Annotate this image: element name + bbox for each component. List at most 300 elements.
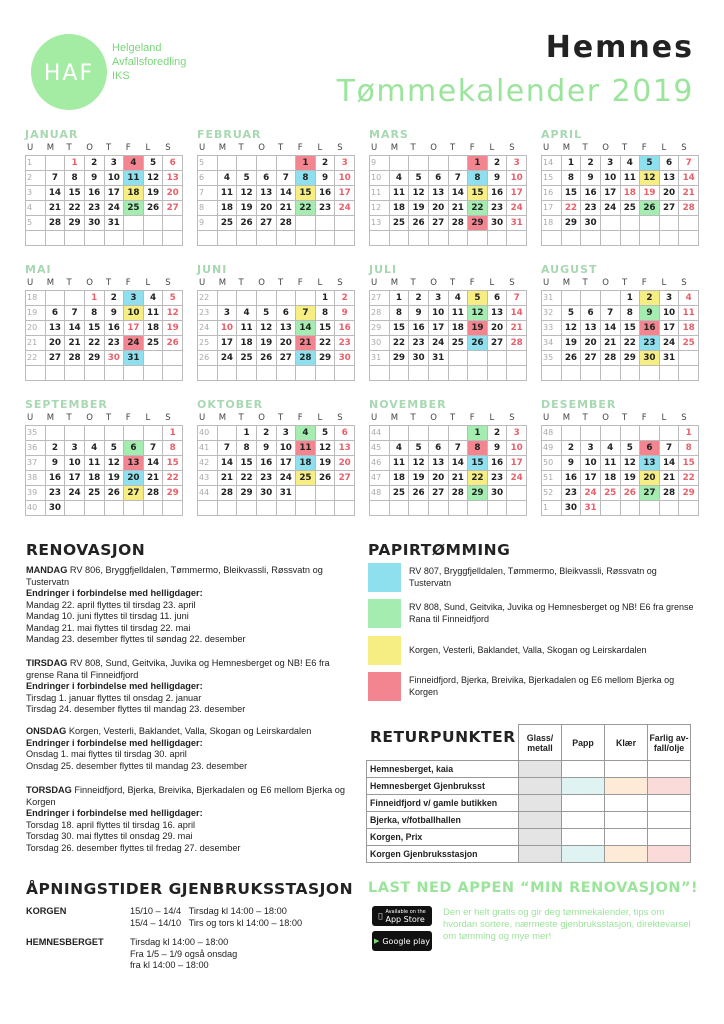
week-number: 5 [198, 156, 218, 171]
day-cell: 4 [390, 171, 410, 186]
day-cell: 15 [390, 321, 410, 336]
day-cell: 9 [335, 306, 355, 321]
week-number: 2 [26, 171, 46, 186]
week-row [26, 486, 183, 501]
empty-cell [390, 366, 410, 381]
day-cell [316, 216, 336, 231]
route-line [26, 726, 356, 738]
empty-cell [335, 501, 355, 516]
day-cell: 1 [237, 426, 257, 441]
day-cell: 24 [507, 471, 527, 486]
day-cell: 8 [163, 441, 183, 456]
day-cell [449, 426, 469, 441]
weekday-label: O [86, 143, 94, 153]
weekday-label: L [317, 278, 323, 288]
week-row [26, 216, 183, 231]
week-row [542, 321, 699, 336]
day-cell: 7 [601, 306, 621, 321]
day-cell [65, 426, 85, 441]
weekday-label: U [543, 413, 550, 423]
weekday-label: F [469, 143, 476, 153]
change-line: Mandag 21. mai flyttes til tirsdag 22. mai [26, 622, 191, 633]
weekday-label: S [165, 413, 172, 423]
day-cell: 14 [601, 321, 621, 336]
day-cell [601, 426, 621, 441]
day-cell [679, 351, 699, 366]
weekday-label: T [278, 413, 284, 423]
empty-cell [488, 231, 508, 246]
weekday-label: O [430, 278, 438, 288]
day-cell: 19 [409, 471, 429, 486]
day-cell [679, 501, 699, 516]
day-cell: 16 [335, 321, 355, 336]
week-number: 45 [370, 441, 390, 456]
day-cell [640, 426, 660, 441]
day-cell: 25 [218, 216, 238, 231]
week-row [542, 171, 699, 186]
change-line: Mandag 10. juni flyttes til tirsdag 11. juni [26, 611, 189, 621]
week-row [198, 426, 355, 441]
month-grid [25, 425, 183, 516]
day-cell: 16 [488, 186, 508, 201]
day-cell: 10 [507, 171, 527, 186]
day-cell: 30 [409, 351, 429, 366]
month-grid [369, 155, 527, 246]
weekday-header [197, 276, 355, 290]
empty-cell [542, 231, 562, 246]
weekday-label: O [430, 413, 438, 423]
day-cell: 1 [468, 156, 488, 171]
day-cell [601, 501, 621, 516]
month-name: JUNI [197, 263, 228, 276]
day-cell: 13 [163, 171, 183, 186]
day-cell [390, 156, 410, 171]
week-number: 40 [198, 426, 218, 441]
day-cell [562, 291, 582, 306]
day-cell: 7 [46, 171, 66, 186]
day-cell: 23 [581, 201, 601, 216]
day-cell: 17 [581, 471, 601, 486]
empty-cell [296, 501, 316, 516]
day-cell: 12 [640, 171, 660, 186]
change-line: Mandag 22. april flyttes til tirsdag 23. april [26, 599, 196, 610]
week-number: 41 [198, 441, 218, 456]
day-cell: 24 [601, 201, 621, 216]
changes-heading: Endringer i forbindelse med helligdager: [26, 808, 203, 818]
app-store-badge[interactable] [372, 906, 432, 926]
day-cell: 21 [507, 321, 527, 336]
day-cell: 18 [296, 456, 316, 471]
week-row [26, 441, 183, 456]
day-cell: 29 [316, 351, 336, 366]
empty-cell [218, 231, 238, 246]
week-number: 9 [370, 156, 390, 171]
hours-line: Fra 1/5 – 1/9 også onsdag [130, 948, 238, 959]
day-cell: 21 [144, 471, 164, 486]
day-cell: 20 [257, 201, 277, 216]
week-row [26, 366, 183, 381]
day-cell: 28 [507, 336, 527, 351]
month-grid [25, 155, 183, 246]
day-cell: 1 [65, 156, 85, 171]
day-cell: 25 [237, 351, 257, 366]
day-cell [163, 501, 183, 516]
week-row [198, 366, 355, 381]
week-row [370, 366, 527, 381]
papir-text: RV 807, Bryggfjelldalen, Tømmermo, Bleikvassli, Røssvatn og Tustervatn [409, 566, 657, 588]
column-header: Papp [562, 725, 605, 761]
month-name: SEPTEMBER [25, 398, 108, 411]
empty-cell [46, 231, 66, 246]
logo [31, 34, 107, 110]
week-row [198, 291, 355, 306]
day-cell: 18 [237, 336, 257, 351]
day-cell: 29 [390, 351, 410, 366]
weekday-label: M [390, 143, 399, 153]
empty-cell [488, 501, 508, 516]
day-cell: 2 [46, 441, 66, 456]
week-row [542, 471, 699, 486]
logo-line: Avfallsforedling [112, 56, 187, 68]
day-cell [237, 156, 257, 171]
day-cell: 11 [679, 306, 699, 321]
day-cell: 20 [335, 456, 355, 471]
day-cell: 14 [679, 171, 699, 186]
weekday-label: S [681, 413, 688, 423]
day-cell [277, 156, 297, 171]
empty-cell [562, 231, 582, 246]
table-cell [519, 829, 562, 846]
day-cell: 16 [316, 186, 336, 201]
week-row [26, 231, 183, 246]
day-cell: 12 [468, 306, 488, 321]
day-cell: 25 [601, 486, 621, 501]
day-cell: 28 [144, 486, 164, 501]
day-cell: 21 [660, 471, 680, 486]
change-line: Onsdag 25. desember flyttes til mandag 23. desember [26, 760, 248, 771]
day-cell: 21 [449, 471, 469, 486]
weekday-label: T [106, 278, 112, 288]
day-cell: 14 [218, 456, 238, 471]
day-cell: 21 [46, 201, 66, 216]
day-cell: 9 [488, 171, 508, 186]
table-cell [562, 795, 605, 812]
day-cell: 5 [409, 171, 429, 186]
day-cell: 28 [679, 201, 699, 216]
day-cell: 10 [218, 321, 238, 336]
day-cell: 24 [507, 201, 527, 216]
day-cell [65, 291, 85, 306]
day-cell: 11 [390, 186, 410, 201]
weekday-label: M [562, 413, 571, 423]
day-cell: 22 [85, 336, 105, 351]
day-cell: 4 [144, 291, 164, 306]
papir-item [368, 599, 698, 628]
badge-small-text: Available on the [383, 909, 424, 915]
table-cell [519, 795, 562, 812]
weekday-label: T [450, 143, 456, 153]
day-cell [124, 426, 144, 441]
day-cell: 12 [621, 456, 641, 471]
week-number: 35 [542, 351, 562, 366]
color-swatch [368, 563, 401, 592]
day-cell: 14 [144, 456, 164, 471]
week-number: 13 [370, 216, 390, 231]
day-cell: 29 [621, 351, 641, 366]
day-cell: 16 [488, 456, 508, 471]
empty-cell [370, 231, 390, 246]
day-cell [218, 426, 238, 441]
week-row [26, 291, 183, 306]
badge-text: Google play [382, 936, 431, 946]
day-cell: 10 [335, 171, 355, 186]
day-cell: 1 [679, 426, 699, 441]
empty-cell [679, 231, 699, 246]
week-row [198, 321, 355, 336]
table-row [367, 778, 691, 795]
day-cell: 15 [316, 321, 336, 336]
day-cell: 6 [581, 306, 601, 321]
weekday-label: M [218, 413, 227, 423]
weekday-label: F [469, 413, 476, 423]
weekday-header [25, 411, 183, 425]
empty-cell [507, 231, 527, 246]
day-cell: 17 [601, 186, 621, 201]
apningstider-heading: ÅPNINGSTIDER GJENBRUKSSTASJON [26, 880, 354, 898]
week-row [198, 351, 355, 366]
day-cell: 27 [335, 471, 355, 486]
day-cell: 4 [449, 291, 469, 306]
day-cell: 29 [163, 486, 183, 501]
day-cell: 2 [562, 441, 582, 456]
month-name: OKTOBER [197, 398, 264, 411]
week-number: 20 [26, 321, 46, 336]
weekday-label: M [562, 143, 571, 153]
day-cell: 16 [581, 186, 601, 201]
month-september [25, 398, 183, 516]
day-cell [449, 351, 469, 366]
day-cell: 19 [257, 336, 277, 351]
day-cell: 30 [488, 486, 508, 501]
day-cell: 16 [562, 471, 582, 486]
day-cell [601, 291, 621, 306]
day-cell: 26 [316, 471, 336, 486]
day-cell [124, 216, 144, 231]
day-cell: 19 [640, 186, 660, 201]
day-cell: 24 [65, 486, 85, 501]
renovasjon-block [26, 726, 356, 772]
day-cell: 24 [124, 336, 144, 351]
day-cell [429, 426, 449, 441]
day-cell [46, 426, 66, 441]
table-cell [562, 829, 605, 846]
google-play-badge[interactable] [372, 931, 432, 951]
table-cell [648, 812, 691, 829]
weekday-label: S [509, 278, 516, 288]
day-cell [163, 351, 183, 366]
day-cell: 19 [316, 456, 336, 471]
day-cell: 17 [660, 321, 680, 336]
day-cell: 7 [144, 441, 164, 456]
weekday-label: L [661, 278, 667, 288]
month-name: APRIL [541, 128, 583, 141]
weekday-header [197, 411, 355, 425]
papir-item [368, 636, 698, 665]
week-row [370, 336, 527, 351]
day-cell: 27 [257, 216, 277, 231]
day-cell: 18 [679, 321, 699, 336]
day-cell: 30 [105, 351, 125, 366]
weekday-header [25, 141, 183, 155]
day-cell: 18 [390, 201, 410, 216]
day-cell: 3 [581, 441, 601, 456]
day-cell: 21 [277, 201, 297, 216]
day-cell: 13 [488, 306, 508, 321]
table-row [367, 812, 691, 829]
empty-cell [296, 366, 316, 381]
week-row [26, 171, 183, 186]
day-cell: 31 [124, 351, 144, 366]
week-number: 31 [370, 351, 390, 366]
empty-cell [468, 366, 488, 381]
day-cell: 19 [468, 321, 488, 336]
day-cell: 18 [621, 186, 641, 201]
week-number: 48 [542, 426, 562, 441]
day-cell: 22 [679, 471, 699, 486]
day-cell: 26 [237, 216, 257, 231]
week-row [26, 351, 183, 366]
day-cell: 14 [296, 321, 316, 336]
week-number: 1 [26, 156, 46, 171]
weekday-label: T [278, 278, 284, 288]
empty-cell [124, 366, 144, 381]
empty-cell [640, 366, 660, 381]
week-row [198, 486, 355, 501]
day-cell: 11 [124, 171, 144, 186]
day-cell: 23 [640, 336, 660, 351]
empty-cell [316, 501, 336, 516]
weekday-label: F [469, 278, 476, 288]
day-cell [390, 426, 410, 441]
day-cell [85, 501, 105, 516]
location-name: Korgen Gjenbruksstasjon [367, 846, 519, 863]
day-cell: 17 [218, 336, 238, 351]
day-cell: 9 [562, 456, 582, 471]
week-number: 11 [370, 186, 390, 201]
empty-cell [370, 501, 390, 516]
empty-cell [163, 366, 183, 381]
table-cell [605, 795, 648, 812]
day-cell: 20 [46, 336, 66, 351]
weekday-label: L [145, 413, 151, 423]
day-cell: 15 [296, 186, 316, 201]
day-cell: 13 [46, 321, 66, 336]
empty-cell [316, 366, 336, 381]
day-cell: 30 [581, 216, 601, 231]
day-cell: 21 [679, 186, 699, 201]
empty-cell [660, 231, 680, 246]
month-juli [369, 263, 527, 381]
day-cell: 21 [218, 471, 238, 486]
hours-line: fra kl 14:00 – 18:00 [130, 960, 209, 970]
day-cell [660, 216, 680, 231]
day-cell: 25 [144, 336, 164, 351]
day-cell: 6 [124, 441, 144, 456]
empty-cell [581, 231, 601, 246]
empty-cell [468, 501, 488, 516]
day-cell: 24 [218, 351, 238, 366]
day-cell: 16 [46, 471, 66, 486]
day-cell: 4 [296, 426, 316, 441]
weekday-label: O [430, 143, 438, 153]
day-cell: 7 [449, 441, 469, 456]
empty-cell [640, 231, 660, 246]
route-text: RV 808, Sund, Geitvika, Juvika og Hemnesberget og NB! E6 fra grense Rana til Finneidfjord [26, 658, 330, 680]
day-cell [237, 291, 257, 306]
weekday-label: O [86, 278, 94, 288]
day-cell: 3 [124, 291, 144, 306]
weekday-header [541, 141, 699, 155]
empty-cell [144, 366, 164, 381]
weekday-label: F [641, 143, 648, 153]
location-name: Hemnesberget, kaia [367, 761, 519, 778]
day-cell: 5 [621, 441, 641, 456]
week-number: 12 [370, 201, 390, 216]
week-number: 28 [370, 306, 390, 321]
week-row [198, 336, 355, 351]
week-number: 35 [26, 426, 46, 441]
table-header [367, 725, 691, 761]
day-cell: 7 [449, 171, 469, 186]
week-number: 44 [198, 486, 218, 501]
day-cell: 3 [218, 306, 238, 321]
month-name: FEBRUAR [197, 128, 262, 141]
day-cell: 18 [124, 186, 144, 201]
day-cell: 26 [562, 351, 582, 366]
empty-cell [144, 231, 164, 246]
month-juni [197, 263, 355, 381]
day-cell [85, 426, 105, 441]
day-cell: 15 [85, 321, 105, 336]
weekday-label: T [238, 143, 245, 153]
weekday-label: F [125, 278, 132, 288]
day-cell: 20 [429, 201, 449, 216]
day-cell: 8 [237, 441, 257, 456]
hours-line: 15/4 – 14/10 Tirs og tors kl 14:00 – 18:00 [130, 917, 303, 928]
day-cell: 30 [257, 486, 277, 501]
day-cell: 28 [449, 486, 469, 501]
empty-cell [198, 501, 218, 516]
day-cell [296, 291, 316, 306]
week-number: 27 [370, 291, 390, 306]
change-line: Tirsdag 24. desember flyttes til mandag 23. desember [26, 704, 246, 714]
day-cell: 5 [257, 306, 277, 321]
changes-heading: Endringer i forbindelse med helligdager: [26, 588, 203, 598]
day-cell: 20 [277, 336, 297, 351]
weekday-label: T [66, 278, 73, 288]
week-row [542, 186, 699, 201]
empty-cell [429, 501, 449, 516]
day-cell: 2 [640, 291, 660, 306]
week-number: 7 [198, 186, 218, 201]
day-cell: 22 [316, 336, 336, 351]
table-cell [648, 761, 691, 778]
day-cell: 21 [296, 336, 316, 351]
day-cell: 24 [277, 471, 297, 486]
day-cell: 22 [468, 471, 488, 486]
day-cell: 10 [429, 306, 449, 321]
week-row [198, 231, 355, 246]
